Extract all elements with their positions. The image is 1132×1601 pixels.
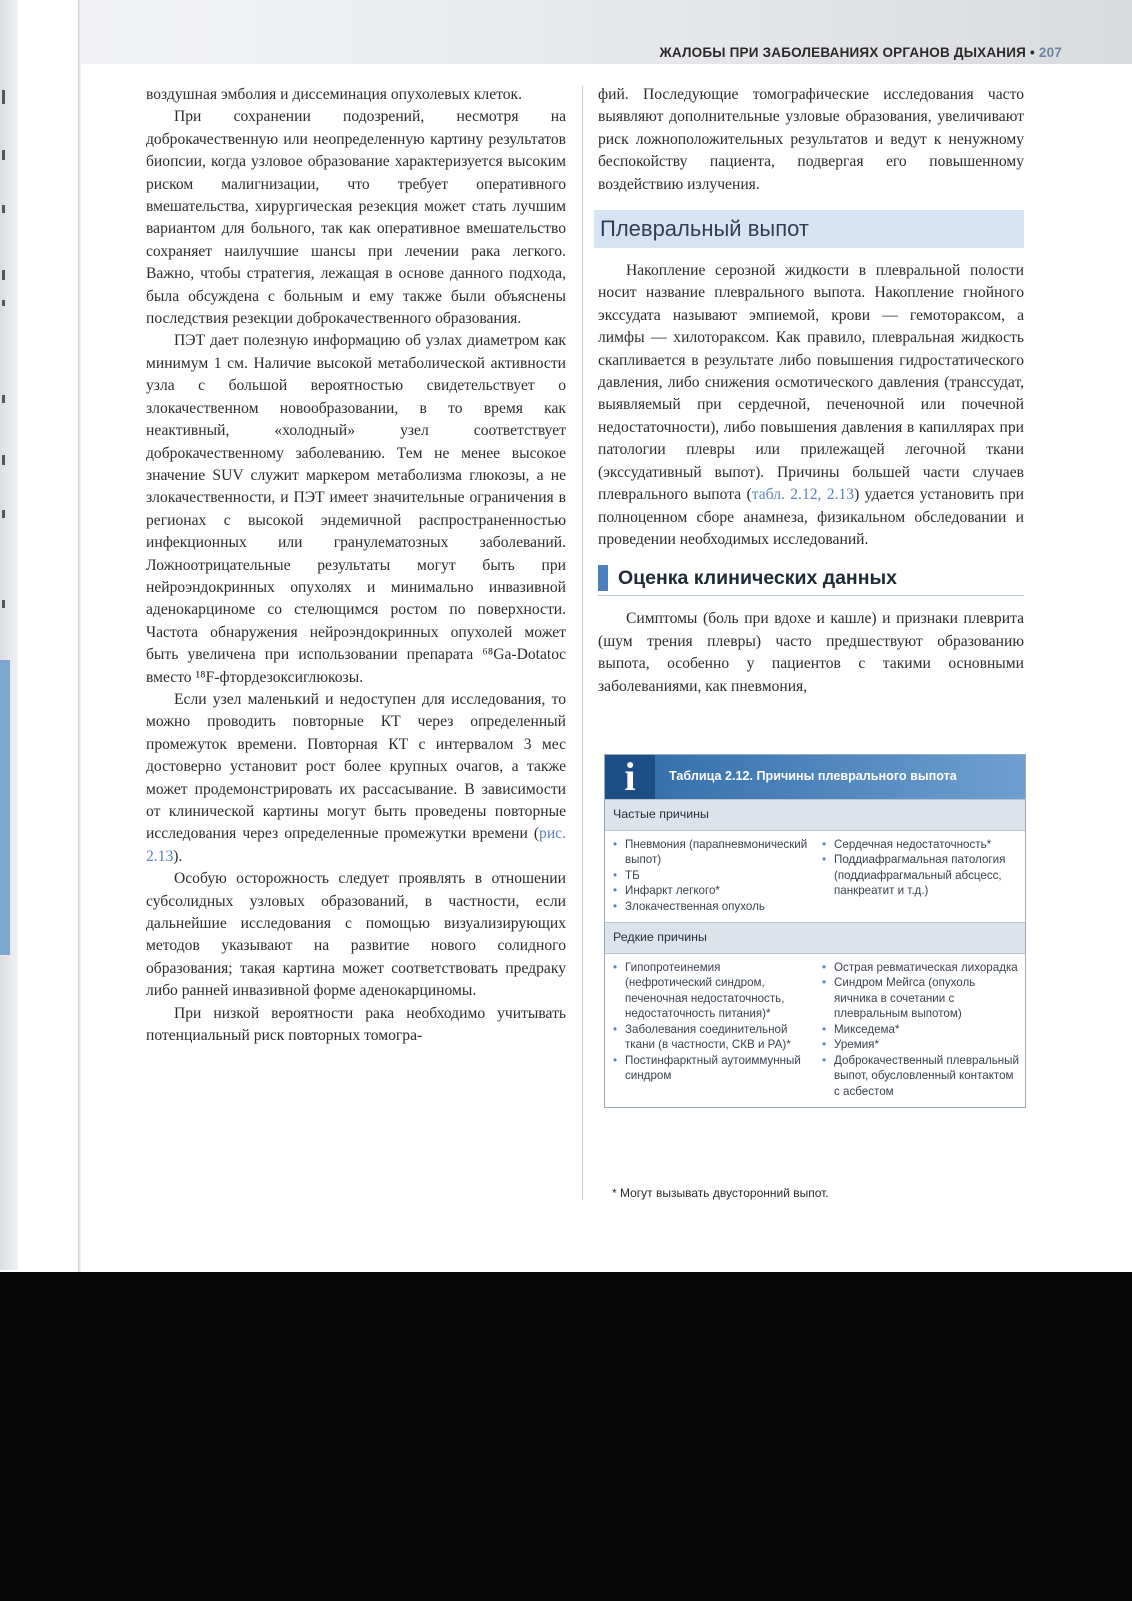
- list-item: • ТБ: [611, 868, 810, 884]
- list-item: • Уремия*: [820, 1037, 1019, 1053]
- ref-open: (: [527, 825, 540, 843]
- edge-mark: [2, 90, 5, 104]
- table-row: [605, 831, 1025, 923]
- table-reference-link[interactable]: табл. 2.12, 2.13: [751, 486, 855, 504]
- right-column: [598, 84, 1024, 698]
- section-title: Плевральный выпот: [600, 215, 809, 241]
- list-item: • Микседема*: [820, 1022, 1019, 1038]
- edge-mark: [2, 270, 5, 280]
- table-title: Таблица 2.12. Причины плеврального выпота: [669, 769, 957, 784]
- table-footnote: * Могут вызывать двусторонний выпот.: [612, 1186, 829, 1200]
- causes-table: [604, 754, 1026, 1108]
- table-section-heading: Редкие причины: [605, 922, 1025, 954]
- paragraph: При сохранении подозрений, несмотря на доброкачественную или неопределенную картину результатов биопсии, когда узловое образование характеризуется высоким риском малигнизации, что требует оперативного вмешательства, хирургическая резекция может стать лучшим вариантом для больного, так как оперативное вмешательство сохраняет наилучшие шансы при лечении рака легкого. Важно, чтобы стратегия, лежащая в основе данного подхода, была обсуждена с больным и ему также были объяснены последствия резекции доброкачественного образования.: [146, 108, 566, 328]
- scan-background: [0, 1272, 1132, 1601]
- list-item: • Заболевания соединительной ткани (в частности, СКВ и РА)*: [611, 1022, 810, 1053]
- edge-mark: [2, 455, 5, 465]
- info-icon: i: [605, 755, 655, 799]
- list-item: • Гипопротеинемия (нефротический синдром, печеночная недостаточность, недостаточность питания)*: [611, 960, 810, 1022]
- list-item: • Инфаркт легкого*: [611, 883, 810, 899]
- column-separator: [582, 86, 583, 1200]
- paragraph-text: ) удается установить при полноценном сборе анамнеза, физикальном обследовании и проведении необходимых исследований.: [598, 486, 1024, 548]
- paragraph: воздушная эмболия и диссеминация опухолевых клеток.: [146, 86, 523, 103]
- running-header: [80, 0, 1132, 64]
- header-title: ЖАЛОБЫ ПРИ ЗАБОЛЕВАНИЯХ ОРГАНОВ ДЫХАНИЯ: [659, 45, 1027, 60]
- section-heading: [594, 210, 1024, 248]
- list-item: • Злокачественная опухоль: [611, 899, 810, 915]
- table-row: [605, 954, 1025, 1108]
- paragraph: [598, 260, 1024, 551]
- scan-color-strip: [0, 660, 10, 955]
- paragraph: [146, 689, 566, 868]
- edge-mark: [2, 150, 5, 160]
- left-column: [146, 84, 566, 1047]
- paragraph: ПЭТ дает полезную информацию об узлах диаметром как минимум 1 см. Наличие высокой метаболической активности узла с большой вероятностью свидетельствует о злокачественном новообразовании, в то время как неактивный, «холодный» узел соответствует доброкачественному заболеванию. Тем не менее высокое значение SUV служит маркером метаболизма глюкозы, а не злокачественности, и ПЭТ имеет значительные ограничения в регионах с высокой эндемичной распространенностью инфекционных или гранулематозных заболеваний. Ложноотрицательные результаты могут быть при нейроэндокринных опухолях и минимально инвазивной аденокарциноме со стелющимся ростом по поверхности. Частота обнаружения нейроэндокринных опухолей может быть увеличена при использовании препарата ⁶⁸Ga-Dotatoc вместо ¹⁸F-фтордезоксиглюкозы.: [146, 332, 566, 686]
- edge-mark: [2, 300, 5, 306]
- edge-mark: [2, 395, 5, 403]
- list-item: • Синдром Мейгса (опухоль яичника в сочетании с плевральным выпотом): [820, 975, 1019, 1022]
- paragraph-text: Накопление серозной жидкости в плевральной полости носит название плеврального выпота. Накопление гнойного экссудата называют эмпиемой, крови — гемотораксом, а лимфы — хилотораксом. Как правило, плевральная жидкость скапливается в результате либо повышения гидростатического давления, либо снижения осмотического давления (транссудат, выявляемый при сердечной, печеночной или почечной недостаточности), либо повышения давления в капиллярах при патологии плевры или прилежащей легочной ткани (экссудативный выпот). Причины большей части случаев плеврального выпота (: [598, 262, 1024, 504]
- list-item: • Сердечная недостаточность*: [820, 837, 1019, 853]
- ref-close: ).: [173, 847, 183, 865]
- edge-mark: [2, 510, 5, 518]
- page-fold: [78, 0, 81, 1272]
- scan-left-edge: [0, 0, 18, 1270]
- paragraph: При низкой вероятности рака необходимо учитывать потенциальный риск повторных томогра-: [146, 1004, 566, 1045]
- heading-bar: [598, 565, 608, 591]
- table-header: [605, 755, 1025, 799]
- table-list: [611, 837, 810, 915]
- page-number: 207: [1038, 45, 1062, 60]
- list-item: • Острая ревматическая лихорадка: [820, 960, 1019, 976]
- list-item: • Доброкачественный плевральный выпот, обусловленный контактом с асбестом: [820, 1053, 1019, 1100]
- paragraph: Симптомы (боль при вдохе и кашле) и признаки плеврита (шум трения плевры) часто предшествуют образованию выпота, особенно у пациентов с такими основными заболеваниями, как пневмония,: [598, 610, 1024, 695]
- list-item: • Постинфарктный аутоиммунный синдром: [611, 1053, 810, 1084]
- list-item: • Пневмония (парапневмонический выпот): [611, 837, 810, 868]
- table-list: [820, 837, 1019, 915]
- header-separator: •: [1029, 45, 1035, 60]
- subsection-title: Оценка клинических данных: [618, 567, 897, 590]
- subsection-heading: [598, 565, 1024, 596]
- edge-mark: [2, 600, 5, 608]
- figure-reference-link[interactable]: рис. 2.13: [146, 825, 566, 865]
- paragraph: Особую осторожность следует проявлять в отношении субсолидных узловых образований, в частности, если дальнейшие исследования с помощью визуализирующих методов указывают на развитие нового солидного образования; такая картина может соответствовать предраку либо ранней инвазивной форме аденокарциномы.: [146, 870, 566, 1000]
- table-list: [611, 960, 810, 1100]
- edge-mark: [2, 205, 5, 213]
- table-list: [820, 960, 1019, 1100]
- list-item: • Поддиафрагмальная патология (поддиафрагмальный абсцесс, панкреатит и т.д.): [820, 852, 1019, 899]
- header-text: [659, 45, 1062, 60]
- paragraph: фий. Последующие томографические исследования часто выявляют дополнительные узловые образования, увеличивают риск ложноположительных результатов и ведут к ненужному беспокойству пациента, подвергая его повышенному воздействию излучения.: [598, 86, 1024, 193]
- table-section-heading: Частые причины: [605, 799, 1025, 831]
- paragraph-text: Если узел маленький и недоступен для исследования, то можно проводить повторные КТ через определенный промежуток времени. Повторная КТ с интервалом 3 мес достоверно установит рост более крупных очагов, а также может продемонстрировать их рассасывание. В зависимости от клинической картины могут быть проведены повторные исследования через определенные промежутки времени: [146, 690, 566, 843]
